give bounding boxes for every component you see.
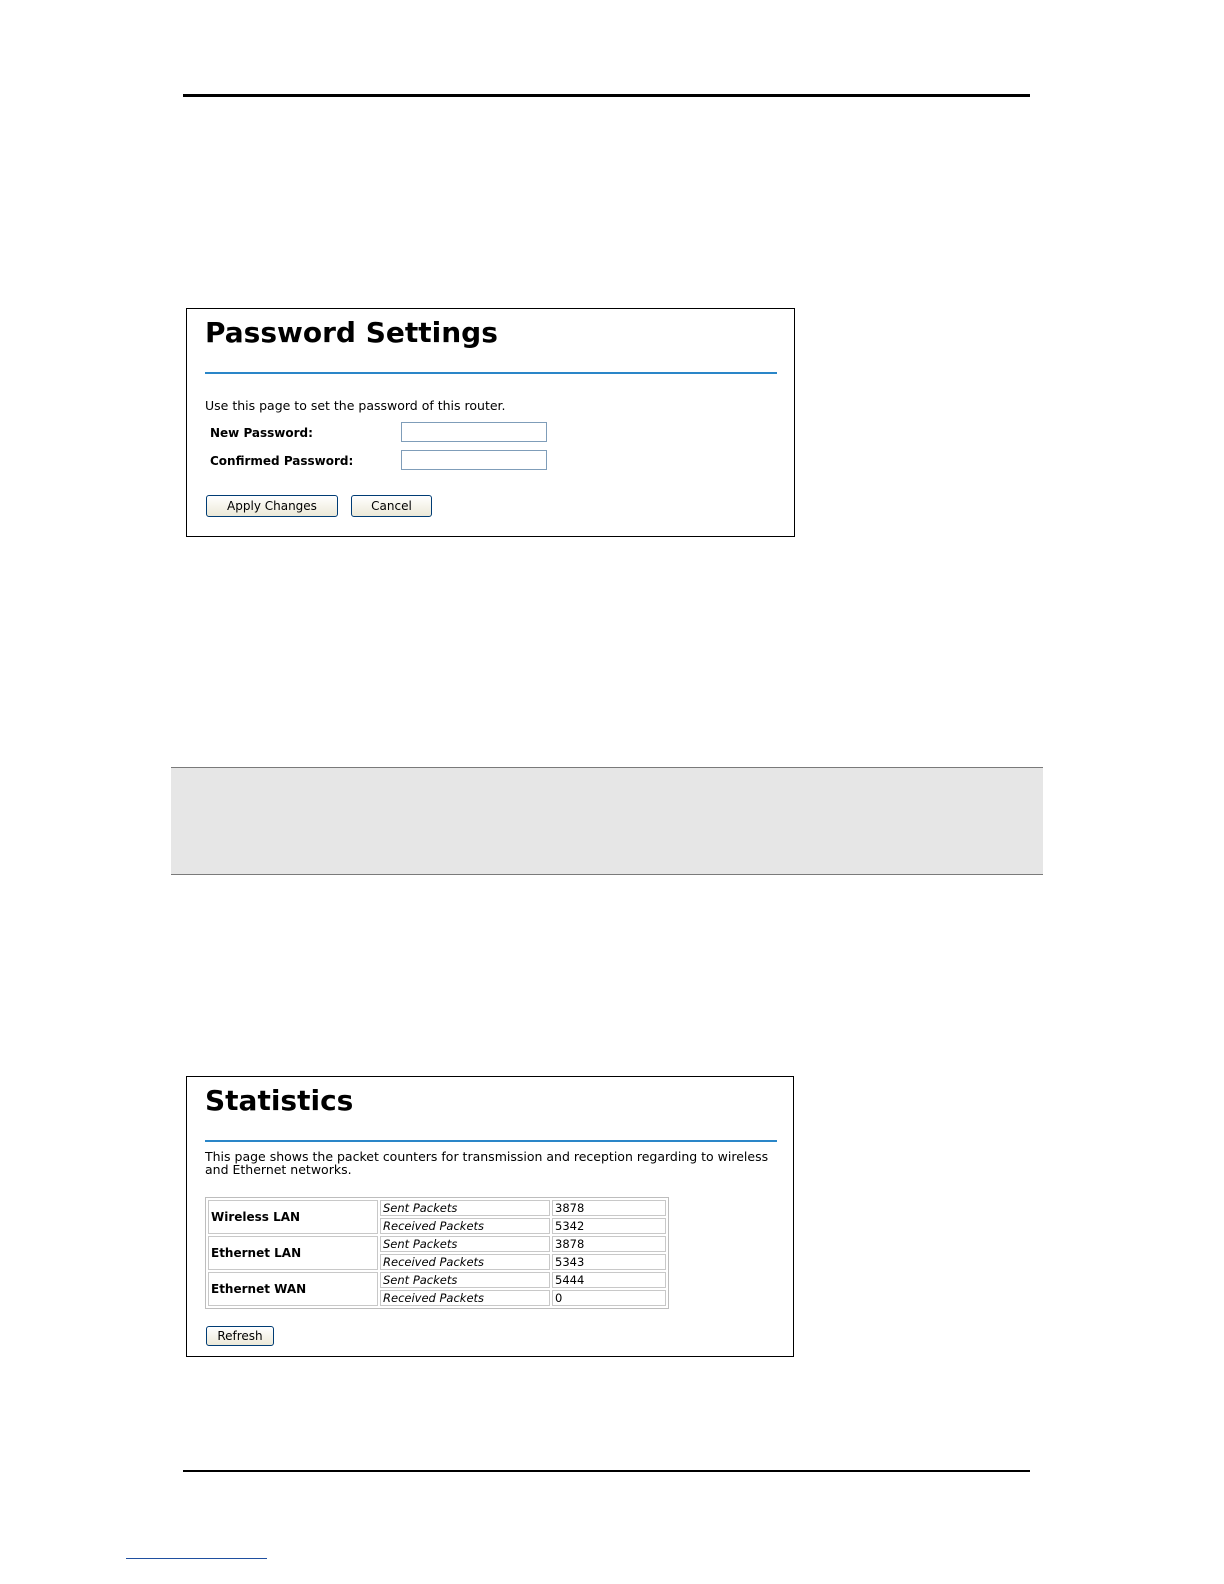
received-packets-value: 0 (552, 1290, 666, 1306)
new-password-field[interactable] (401, 422, 547, 442)
sent-packets-label: Sent Packets (380, 1236, 550, 1252)
ethernet-wan-label: Ethernet WAN (208, 1272, 378, 1306)
statistics-panel (186, 1076, 794, 1357)
password-settings-title: Password Settings (205, 316, 498, 349)
statistics-description: This page shows the packet counters for transmission and reception regarding to wireless and Ethernet networks. (205, 1149, 769, 1177)
password-settings-panel (186, 308, 795, 537)
password-settings-description: Use this page to set the password of this router. (205, 398, 506, 413)
confirmed-password-label: Confirmed Password: (210, 454, 354, 468)
footer-rule (183, 1470, 1030, 1472)
confirmed-password-field[interactable] (401, 450, 547, 470)
received-packets-label: Received Packets (380, 1290, 550, 1306)
title-divider (205, 372, 777, 374)
statistics-title: Statistics (205, 1084, 354, 1117)
sent-packets-label: Sent Packets (380, 1272, 550, 1288)
sent-packets-value: 3878 (552, 1200, 666, 1216)
received-packets-label: Received Packets (380, 1254, 550, 1270)
sent-packets-value: 5444 (552, 1272, 666, 1288)
sent-packets-value: 3878 (552, 1236, 666, 1252)
statistics-table (205, 1197, 669, 1309)
title-divider (205, 1140, 777, 1142)
table-row (208, 1200, 666, 1216)
table-row (208, 1236, 666, 1252)
wireless-lan-label: Wireless LAN (208, 1200, 378, 1234)
received-packets-label: Received Packets (380, 1218, 550, 1234)
new-password-label: New Password: (210, 426, 313, 440)
refresh-button[interactable]: Refresh (206, 1326, 274, 1346)
header-rule (183, 94, 1030, 97)
note-band (171, 767, 1043, 875)
received-packets-value: 5343 (552, 1254, 666, 1270)
apply-changes-button[interactable]: Apply Changes (206, 495, 338, 517)
ethernet-lan-label: Ethernet LAN (208, 1236, 378, 1270)
table-row (208, 1272, 666, 1288)
cancel-button[interactable]: Cancel (351, 495, 432, 517)
footnote-rule (126, 1558, 267, 1559)
sent-packets-label: Sent Packets (380, 1200, 550, 1216)
received-packets-value: 5342 (552, 1218, 666, 1234)
